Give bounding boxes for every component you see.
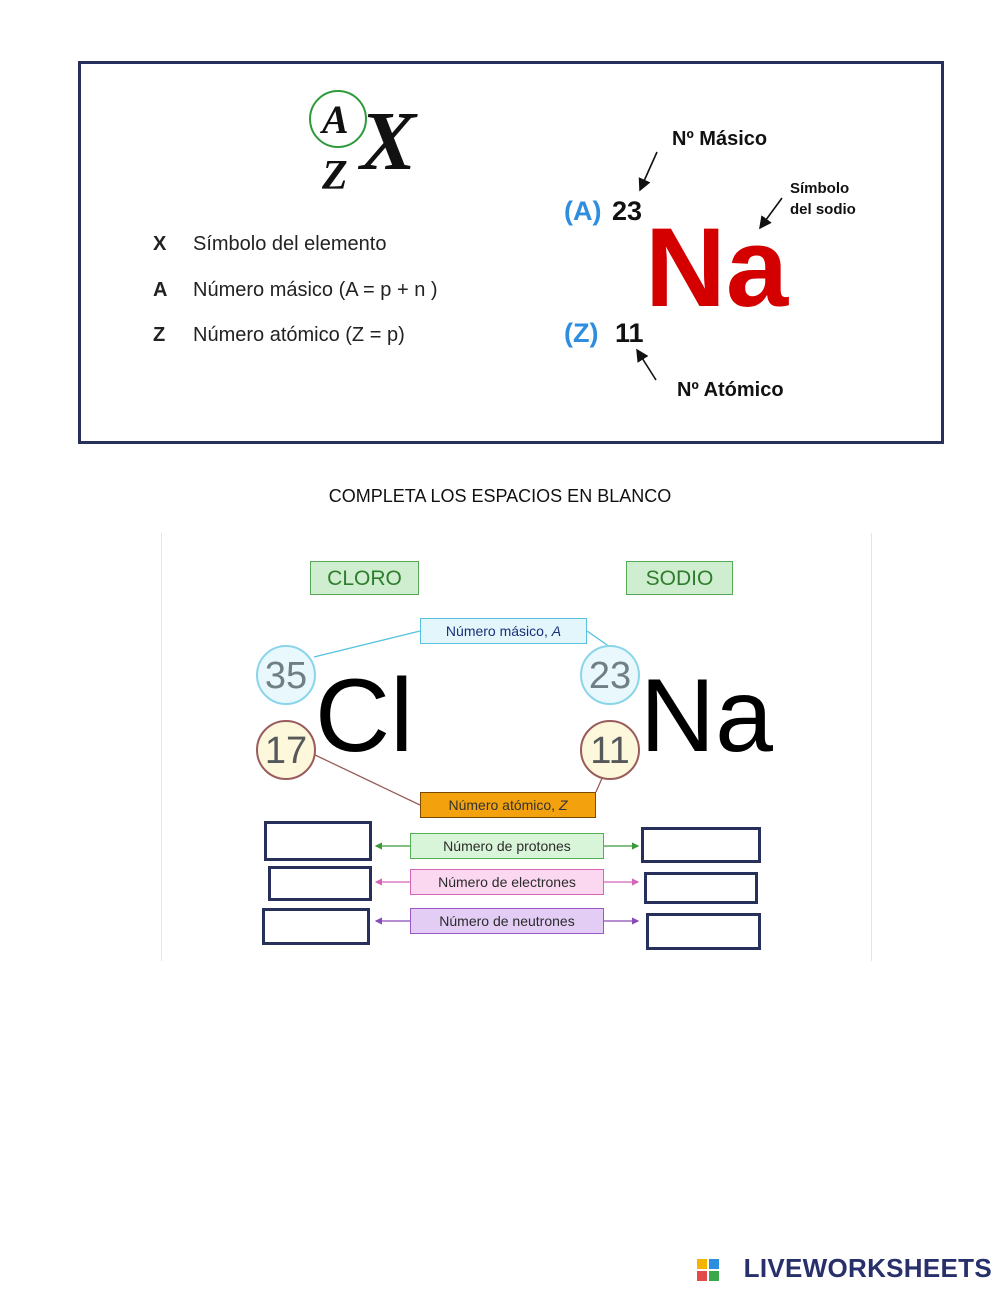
sodio-atomic-number: 11: [580, 720, 640, 780]
sodio-electrons-input[interactable]: [644, 872, 758, 904]
cloro-symbol: Cl: [315, 658, 414, 774]
notation-atomic-letter: Z: [322, 153, 348, 199]
mass-number-tag-var: A: [551, 623, 562, 639]
mass-number-tag-text: Número másico,: [445, 623, 552, 639]
element-name-cloro: CLORO: [310, 561, 419, 595]
atomic-number-note: Nº Atómico: [677, 379, 784, 401]
cloro-electrons-input[interactable]: [268, 866, 372, 901]
atomic-bracket-label: (Z): [564, 318, 599, 348]
sodio-protons-input[interactable]: [641, 827, 761, 863]
mass-note-arrow: [640, 152, 657, 190]
cloro-atomic-number: 17: [256, 720, 316, 780]
liveworksheets-logo-icon: [697, 1259, 719, 1281]
legend-key-x: X: [153, 233, 167, 255]
neutrons-label: Número de neutrones: [410, 908, 604, 934]
symbol-note-line1: Símbolo: [790, 180, 850, 197]
example-element-symbol: Na: [645, 205, 789, 330]
atomic-note-arrow: [637, 350, 656, 380]
legend-desc-x: Símbolo del elemento: [193, 233, 387, 255]
mass-connector-left: [314, 631, 420, 657]
atomic-number-tag-text: Número atómico,: [448, 797, 559, 813]
symbol-note-line2: del sodio: [790, 201, 856, 218]
example-mass-number: 23: [612, 196, 643, 226]
sodio-symbol: Na: [640, 658, 773, 774]
mass-number-tag: [420, 618, 587, 644]
liveworksheets-brand[interactable]: LIVEWORKSHEETS: [743, 1253, 992, 1283]
cloro-protons-input[interactable]: [264, 821, 372, 861]
legend-desc-z: Número atómico (Z = p): [193, 324, 405, 346]
notation-symbol-letter: X: [360, 95, 417, 188]
mass-bracket-label: (A): [564, 196, 602, 226]
legend-key-a: A: [153, 279, 168, 301]
legend-key-z: Z: [153, 324, 166, 346]
mass-number-note: Nº Másico: [672, 128, 768, 150]
sodio-mass-number: 23: [580, 645, 640, 705]
symbol-note-arrow: [760, 198, 782, 228]
element-name-sodio: SODIO: [626, 561, 733, 595]
atomic-number-tag-var: Z: [558, 797, 568, 813]
legend-desc-a: Número másico (A = p + n ): [193, 279, 438, 301]
notation-mass-letter: A: [322, 97, 349, 142]
example-atomic-number: 11: [615, 318, 644, 348]
example-arrows: [0, 0, 1000, 460]
sodio-neutrons-input[interactable]: [646, 913, 761, 950]
cloro-neutrons-input[interactable]: [262, 908, 370, 945]
atomic-number-tag: [420, 792, 596, 818]
cloro-mass-number: 35: [256, 645, 316, 705]
electrons-label: Número de electrones: [410, 869, 604, 895]
instruction-text: COMPLETA LOS ESPACIOS EN BLANCO: [328, 486, 672, 506]
protons-label: Número de protones: [410, 833, 604, 859]
